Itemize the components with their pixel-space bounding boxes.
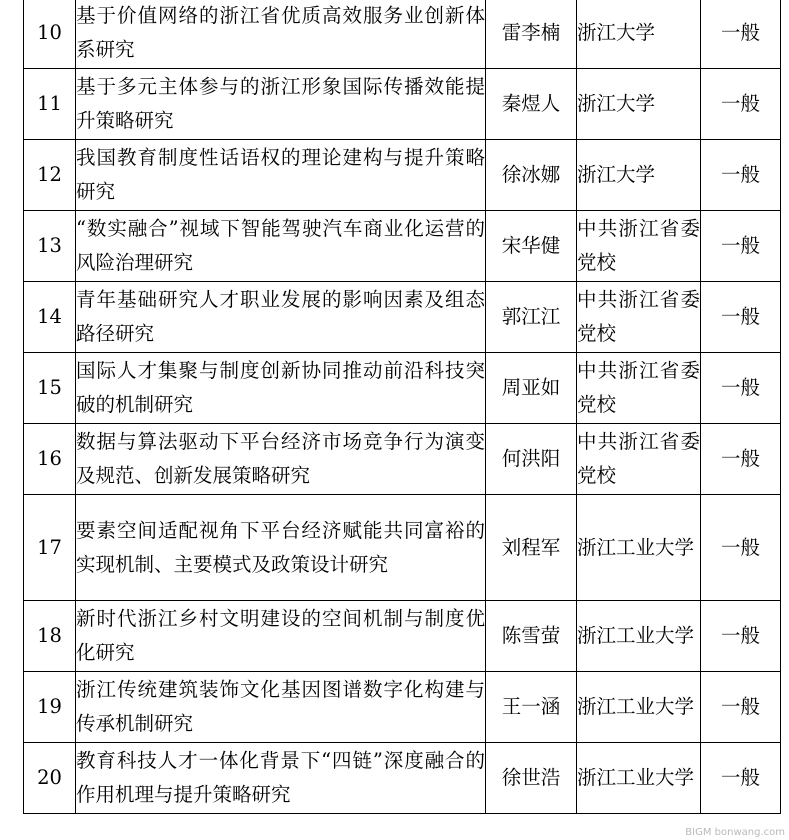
row-number: 10	[24, 0, 76, 69]
institution-cell	[577, 495, 701, 601]
institution-name: 中共浙江省委党校	[577, 288, 700, 345]
institution-cell	[577, 0, 701, 69]
researcher-name: 郭江江	[486, 282, 577, 353]
table-row	[24, 672, 781, 743]
researcher-name: 秦煜人	[486, 69, 577, 140]
row-number: 16	[24, 424, 76, 495]
institution-cell	[577, 601, 701, 672]
table-row	[24, 69, 781, 140]
project-level: 一般	[701, 601, 781, 672]
project-level: 一般	[701, 0, 781, 69]
row-number: 20	[24, 743, 76, 814]
project-level: 一般	[701, 353, 781, 424]
institution-name: 中共浙江省委党校	[577, 430, 700, 487]
institution-name: 中共浙江省委党校	[577, 217, 700, 274]
project-title: 要素空间适配视角下平台经济赋能共同富裕的实现机制、主要模式及政策设计研究	[76, 495, 486, 601]
table-row	[24, 601, 781, 672]
row-number: 19	[24, 672, 76, 743]
institution-name: 浙江大学	[577, 21, 656, 44]
table-row	[24, 211, 781, 282]
institution-cell	[577, 353, 701, 424]
project-title: 新时代浙江乡村文明建设的空间机制与制度优化研究	[76, 601, 486, 672]
table-row	[24, 424, 781, 495]
row-number: 13	[24, 211, 76, 282]
institution-name: 浙江工业大学	[577, 535, 695, 559]
table-row	[24, 140, 781, 211]
institution-cell	[577, 69, 701, 140]
project-level: 一般	[701, 140, 781, 211]
researcher-name: 雷李楠	[486, 0, 577, 69]
table-row	[24, 0, 781, 69]
institution-name: 浙江工业大学	[577, 766, 695, 789]
row-number: 15	[24, 353, 76, 424]
table-row	[24, 282, 781, 353]
project-title: 教育科技人才一体化背景下“四链”深度融合的作用机理与提升策略研究	[76, 743, 486, 814]
institution-name: 中共浙江省委党校	[577, 359, 700, 416]
institution-cell	[577, 282, 701, 353]
project-table	[23, 0, 781, 814]
researcher-name: 王一涵	[486, 672, 577, 743]
project-level: 一般	[701, 211, 781, 282]
project-level: 一般	[701, 743, 781, 814]
table-row	[24, 495, 781, 601]
institution-cell	[577, 743, 701, 814]
project-level: 一般	[701, 282, 781, 353]
row-number: 11	[24, 69, 76, 140]
researcher-name: 徐冰娜	[486, 140, 577, 211]
researcher-name: 宋华健	[486, 211, 577, 282]
row-number: 14	[24, 282, 76, 353]
watermark-text: BIGM bonwang.com	[685, 827, 785, 838]
project-title: 国际人才集聚与制度创新协同推动前沿科技突破的机制研究	[76, 353, 486, 424]
project-title: 我国教育制度性话语权的理论建构与提升策略研究	[76, 140, 486, 211]
row-number: 12	[24, 140, 76, 211]
researcher-name: 何洪阳	[486, 424, 577, 495]
institution-cell	[577, 140, 701, 211]
institution-cell	[577, 672, 701, 743]
project-title: 基于价值网络的浙江省优质高效服务业创新体系研究	[76, 0, 486, 69]
researcher-name: 周亚如	[486, 353, 577, 424]
project-level: 一般	[701, 495, 781, 601]
row-number: 18	[24, 601, 76, 672]
project-level: 一般	[701, 424, 781, 495]
project-title: 浙江传统建筑装饰文化基因图谱数字化构建与传承机制研究	[76, 672, 486, 743]
researcher-name: 陈雪萤	[486, 601, 577, 672]
institution-cell	[577, 211, 701, 282]
institution-name: 浙江大学	[577, 163, 656, 186]
table-row	[24, 353, 781, 424]
institution-name: 浙江工业大学	[577, 695, 695, 718]
institution-name: 浙江工业大学	[577, 624, 695, 647]
project-title: 青年基础研究人才职业发展的影响因素及组态路径研究	[76, 282, 486, 353]
table-row	[24, 743, 781, 814]
project-title: 基于多元主体参与的浙江形象国际传播效能提升策略研究	[76, 69, 486, 140]
project-title: “数实融合”视域下智能驾驶汽车商业化运营的风险治理研究	[76, 211, 486, 282]
researcher-name: 刘程军	[486, 495, 577, 601]
row-number: 17	[24, 495, 76, 601]
project-level: 一般	[701, 69, 781, 140]
institution-name: 浙江大学	[577, 92, 656, 115]
researcher-name: 徐世浩	[486, 743, 577, 814]
institution-cell	[577, 424, 701, 495]
project-title: 数据与算法驱动下平台经济市场竞争行为演变及规范、创新发展策略研究	[76, 424, 486, 495]
project-level: 一般	[701, 672, 781, 743]
